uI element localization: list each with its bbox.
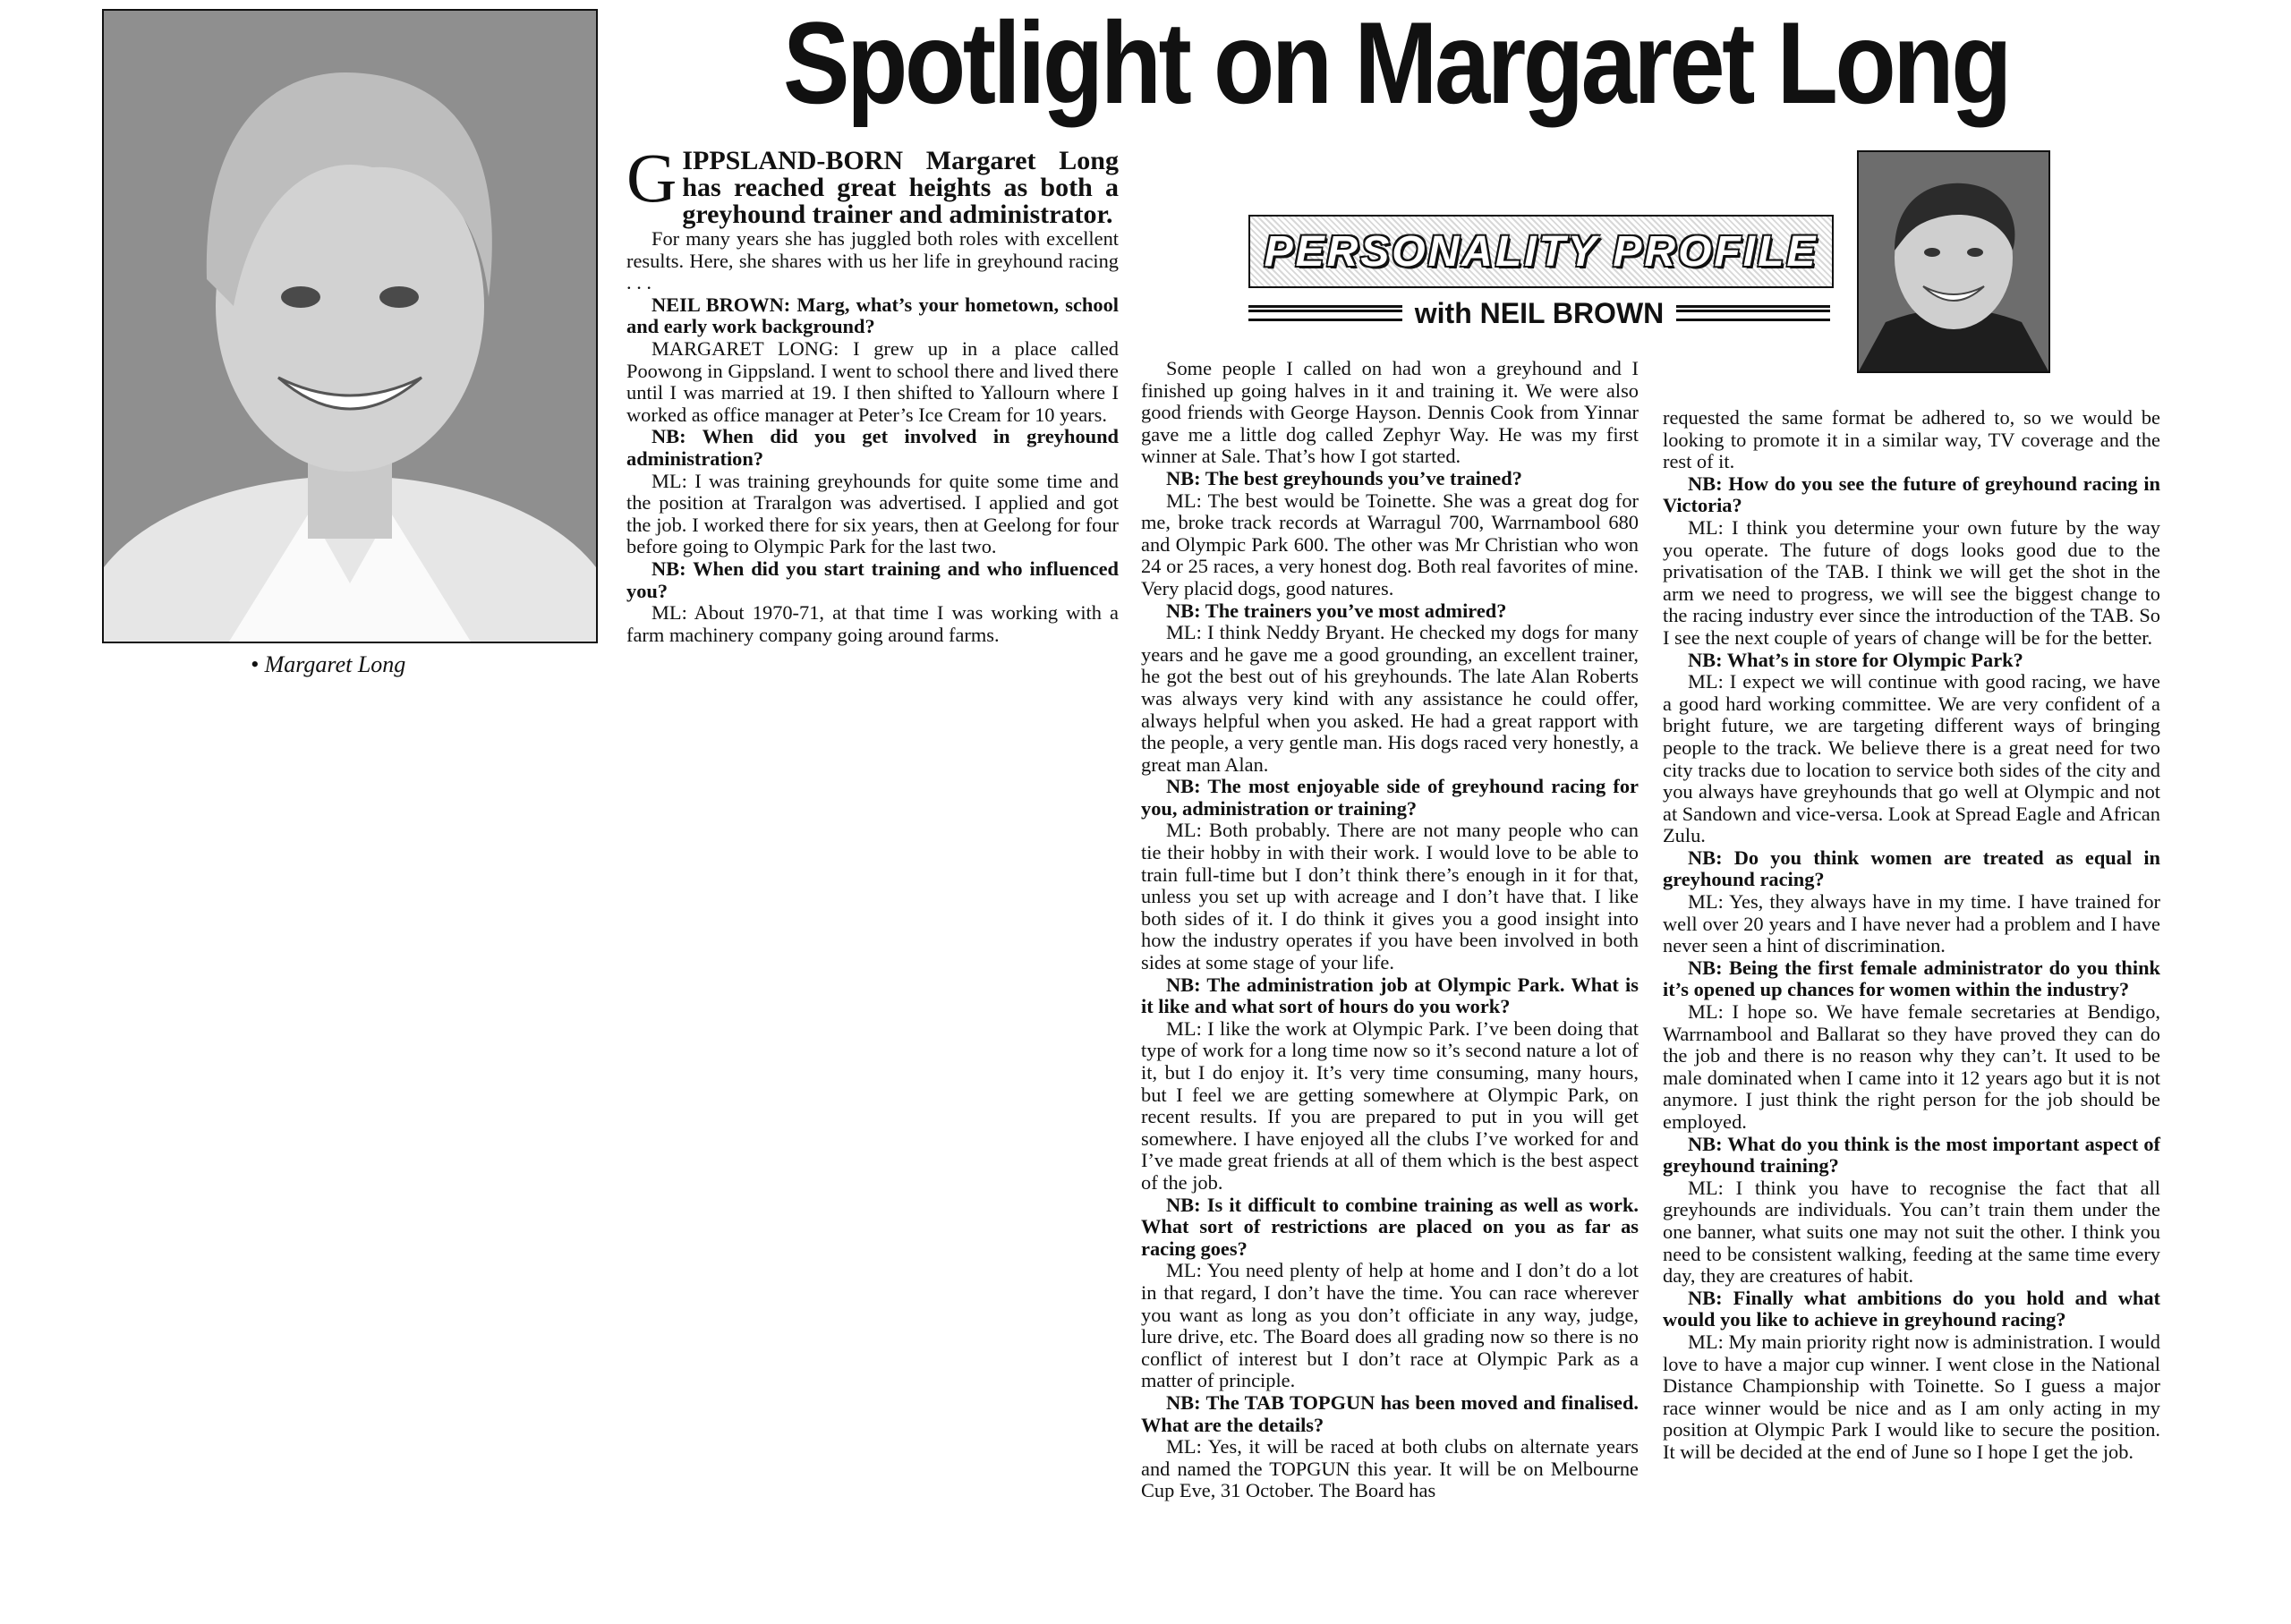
- byline-rule-left: [1248, 305, 1402, 321]
- interview-answer: ML: Yes, it will be raced at both clubs on alternate years and named the TOPGUN this year. It will be on Melbourne Cup Eve, 31 October. The Board has: [1141, 1435, 1639, 1502]
- portrait-illustration: [104, 11, 596, 642]
- byline: [1248, 295, 1830, 331]
- margaret-long-photo: [102, 9, 598, 643]
- interview-answer: ML: Both probably. There are not many people who can tie their hobby in with their work. I would love to be able to train full-time but I don’t think there’s enough in it for that, unless you set up with acreage and I don’t have that. I like both sides of it. I do think it gives you a good insight into how the industry operates if you have been involved in both sides at some stage of your life.: [1141, 819, 1639, 974]
- interview-question: NB: What’s in store for Olympic Park?: [1688, 648, 2023, 671]
- interview-answer: ML: I like the work at Olympic Park. I’ve been doing that type of work for a long time now so it’s second nature a lot of it, but I do enjoy it. It’s very time consuming, many hours, but I feel we are getting somewhere at Olympic Park, on recent results. If you are prepared to put in you will get somewhere. I have enjoyed all the clubs I’ve worked for and I’ve made great friends at all of them which is the best aspect of the job.: [1141, 1016, 1639, 1194]
- article-column-2: [1141, 358, 1639, 1502]
- interview-answer: Some people I called on had won a greyhound and I finished up going halves in it and training it. We were also good friends with George Hayson. Dennis Cook from Yinnar gave me a little dog called Zephyr Way. He was my first winner at Sale. That’s how I got started.: [1141, 357, 1639, 468]
- interview-question: NB: The TAB TOPGUN has been moved and finalised. What are the details?: [1141, 1390, 1639, 1436]
- interview-question: NB: How do you see the future of greyhound racing in Victoria?: [1663, 472, 2160, 517]
- interview-question: NEIL BROWN: Marg, what’s your hometown, school and early work background?: [626, 293, 1119, 338]
- lead-paragraph: [626, 139, 1119, 229]
- interview-answer: ML: I think Neddy Bryant. He checked my dogs for many years and he gave me a good grounding, an excellent trainer, he got the best out of his greyhounds. The late Alan Roberts was always very kind with any assistance he could offer, always helpful when you asked. He had a great rapport with the people, a very gentle man. His dogs raced very honestly, a great man Alan.: [1141, 621, 1639, 776]
- interview-question: NB: When did you start training and who influenced you?: [626, 557, 1119, 602]
- interview-answer: ML: The best would be Toinette. She was a great dog for me, broke track records at Warragul 700, Warrnambool 680 and Olympic Park 600. The other was Mr Christian who won 24 or 25 races, a very honest dog. Both real favorites of mine. Very placid dogs, good natures.: [1141, 489, 1639, 599]
- interview-answer: requested the same format be adhered to, so we would be looking to promote it in a similar way, TV coverage and the rest of it.: [1663, 406, 2160, 473]
- headline: Spotlight on Margaret Long: [782, 0, 2010, 128]
- interview-question: NB: The best greyhounds you’ve trained?: [1166, 466, 1522, 489]
- interview-answer: MARGARET LONG: I grew up in a place called Poowong in Gippsland. I went to school there and lived there until I was married at 19. I then shifted to Yallourn where I worked as office manager at Peter’s Ice Cream for 10 years.: [626, 336, 1119, 426]
- byline-text: with NEIL BROWN: [1414, 296, 1665, 329]
- byline-rule-right: [1676, 305, 1830, 321]
- article-column-3: [1663, 407, 2160, 1464]
- interview-question: NB: What do you think is the most important aspect of greyhound training?: [1663, 1132, 2160, 1178]
- personality-profile-banner: [1248, 215, 1834, 288]
- neil-brown-portrait-illustration: [1859, 152, 2048, 371]
- interview-question: NB: Do you think women are treated as equal in greyhound racing?: [1663, 846, 2160, 891]
- interview-answer: ML: Yes, they always have in my time. I have trained for well over 20 years and I have never had a problem and I have never seen a hint of discrimination.: [1663, 890, 2160, 957]
- drop-cap: G: [626, 139, 677, 217]
- lead-text: IPPSLAND-BORN Margaret Long has reached great heights as both a greyhound trainer and administrator.: [682, 146, 1119, 229]
- interview-answer: ML: I was training greyhounds for quite some time and the position at Traralgon was advertised. I applied and got the job. I worked there for six years, then at Geelong for four before going to Olympic Park for the last two.: [626, 469, 1119, 558]
- neil-brown-photo: [1857, 150, 2050, 373]
- interview-question: NB: Is it difficult to combine training as well as work. What sort of restrictions are placed on you as far as racing goes?: [1141, 1193, 1639, 1260]
- interview-answer: ML: I think you determine your own future by the way you operate. The future of dogs looks good due to the privatisation of the TAB. I think we will get the shot in the arm we need to progress, we will see the biggest change to the racing industry ever since the introduction of the TAB. So I see the next couple of years of change will be for the better.: [1663, 515, 2160, 649]
- interview-answer: ML: I hope so. We have female secretaries at Bendigo, Warrnambool and Ballarat so they have proved they can do the job and there is no reason why they can’t. It used to be male dominated when I came into it 12 years ago but it is not anymore. I just think the right person for the job should be employed.: [1663, 1000, 2160, 1133]
- interview-question: NB: When did you get involved in greyhound administration?: [626, 425, 1119, 470]
- column-1-body: [626, 294, 1119, 647]
- photo-caption: • Margaret Long: [251, 651, 406, 677]
- interview-question: NB: The administration job at Olympic Park. What is it like and what sort of hours do you work?: [1141, 973, 1639, 1018]
- interview-question: NB: The most enjoyable side of greyhound racing for you, administration or training?: [1141, 775, 1639, 820]
- interview-answer: ML: My main priority right now is administration. I would love to have a major cup winner. I went close in the National Distance Championship with Toinette. So I guess a major race winner would be nice and as I am only acting in my position at Olympic Park I would like to secure the position. It will be decided at the end of June so I hope I get the job.: [1663, 1330, 2160, 1463]
- interview-answer: ML: I think you have to recognise the fact that all greyhounds are individuals. You can’t train them under the one banner, what suits one may not suit the other. I think you need to be consistent walking, feeding at the same time every day, they are creatures of habit.: [1663, 1176, 2160, 1288]
- interview-question: NB: The trainers you’ve most admired?: [1166, 599, 1507, 622]
- interview-answer: ML: About 1970-71, at that time I was working with a farm machinery company going around farms.: [626, 601, 1119, 646]
- interview-question: NB: Finally what ambitions do you hold and what would you like to achieve in greyhound racing?: [1663, 1286, 2160, 1331]
- interview-question: NB: Being the first female administrator do you think it’s opened up chances for women within the industry?: [1663, 956, 2160, 1001]
- intro-paragraph: For many years she has juggled both roles with excellent results. Here, she shares with us her life in greyhound racing . . .: [626, 227, 1119, 294]
- interview-answer: ML: I expect we will continue with good racing, we have a good hard working committee. We are very confident of a bright future, we are targeting different ways of bringing people to the track. We believe there is a great need for two city tracks due to location to service both sides of the city and you always have greyhounds that go well at Olympic and not at Sandown and vice-versa. Look at Spread Eagle and African Zulu.: [1663, 670, 2160, 847]
- banner-title: PERSONALITY PROFILE: [1264, 227, 1818, 276]
- interview-answer: ML: You need plenty of help at home and I don’t do a lot in that regard, I don’t have the time. You can race wherever you want as long as you don’t officiate in any way, judge, lure drive, etc. The Board does all grading now so there is no conflict of interest but I don’t race at Olympic Park as a matter of principle.: [1141, 1259, 1639, 1392]
- article-column-1: [626, 139, 1119, 646]
